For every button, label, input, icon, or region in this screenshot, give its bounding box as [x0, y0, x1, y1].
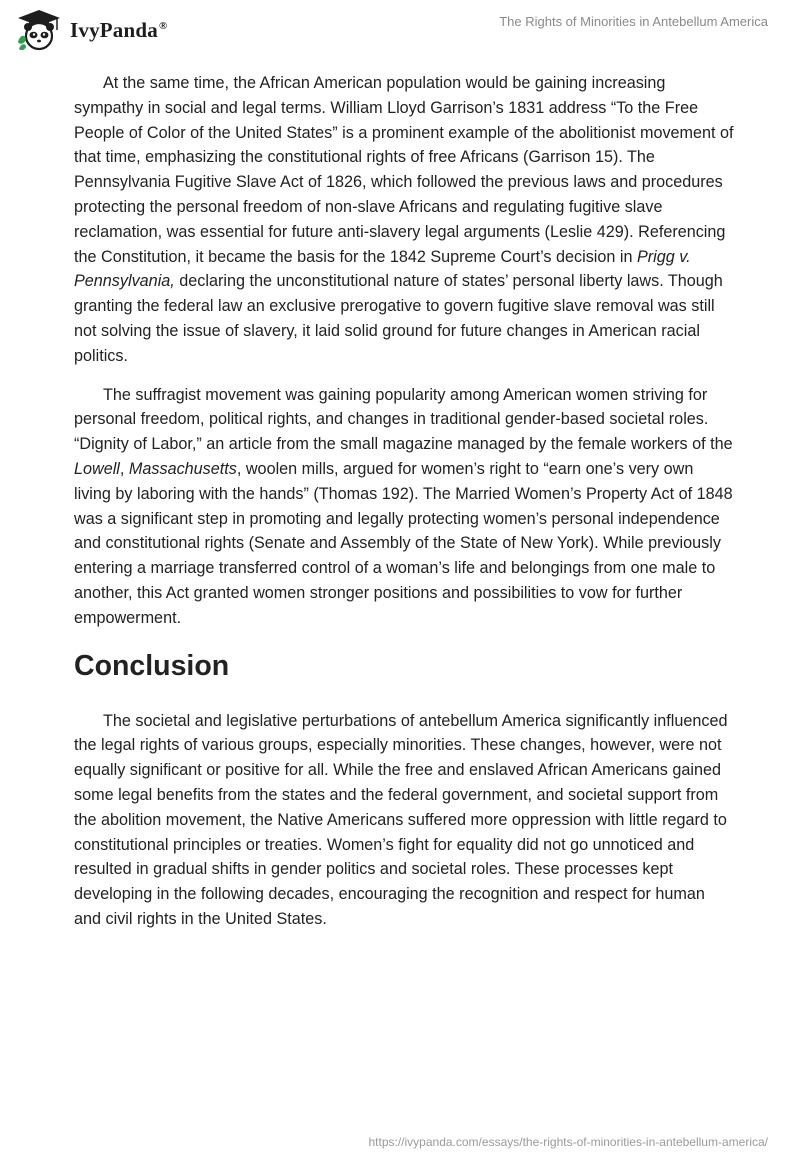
- ivypanda-logo[interactable]: [14, 8, 167, 52]
- essay-content: [74, 71, 734, 946]
- logo-text: IvyPanda®: [70, 17, 168, 42]
- state-name: Massachusetts: [128, 459, 237, 478]
- registered-mark: ®: [158, 19, 168, 32]
- source-url[interactable]: https://ivypanda.com/essays/the-rights-of-minorities-in-antebellum-america/: [368, 1135, 768, 1149]
- conclusion-paragraph: The societal and legislative perturbations of antebellum America significantly influenced the legal rights of various groups, especially minorities. These changes, however, were not equally significant or positive for all. While the free and enslaved African Americans gained some legal benefits from the states and the federal government, and societal support from the abolition movement, the Native Americans suffered more oppression with little regard to constitutional principles or treaties. Women’s fight for equality did not go unnoticed and resulted in gradual shifts in gender politics and societal roles. These processes kept developing in the following decades, encouraging the recognition and respect for human and civil rights in the United States.: [74, 711, 728, 928]
- panda-graduate-icon: [14, 8, 64, 52]
- city-name: Lowell: [74, 459, 120, 478]
- conclusion-heading: Conclusion: [74, 649, 230, 682]
- case-name: Prigg v. Pennsylvania,: [74, 247, 691, 291]
- document-title: The Rights of Minorities in Antebellum America: [499, 14, 768, 29]
- page-header: [0, 0, 800, 66]
- body-paragraph-1: At the same time, the African American population would be gaining increasing sympathy in social and legal terms. William Lloyd Garrison’s 1831 address “To the Free People of Color of the United States” is a prominent example of the abolitionist movement of that time, emphasizing the constitutional rights of free Africans (Garrison 15). The Pennsylvania Fugitive Slave Act of 1826, which followed the previous laws and procedures protecting the personal freedom of non-slave Africans and regulating fugitive slave reclamation, was essential for future anti-slavery legal arguments (Leslie 429). Referencing the Constitution, it became the basis for the 1842 Supreme Court’s decision in Prigg v. Pennsylvania, declaring the unconstitutional nature of states’ personal liberty laws. Though granting the federal law an exclusive prerogative to govern fugitive slave removal was still not solving the issue of slavery, it laid solid ground for future changes in American racial politics.: [74, 74, 734, 365]
- body-paragraph-2: The suffragist movement was gaining popularity among American women striving for personal freedom, political rights, and changes in traditional gender-based societal roles. “Dignity of Labor,” an article from the small magazine managed by the female workers of the Lowell, Massachusetts, woolen mills, argued for women’s right to “earn one’s very own living by laboring with the hands” (Thomas 192). The Married Women’s Property Act of 1848 was a significant step in promoting and legally protecting women’s personal independence and constitutional rights (Senate and Assembly of the State of New York). While previously entering a marriage transferred control of a woman’s life and belongings from one male to another, this Act granted women stronger positions and possibilities to vow for further empowerment.: [74, 385, 733, 627]
